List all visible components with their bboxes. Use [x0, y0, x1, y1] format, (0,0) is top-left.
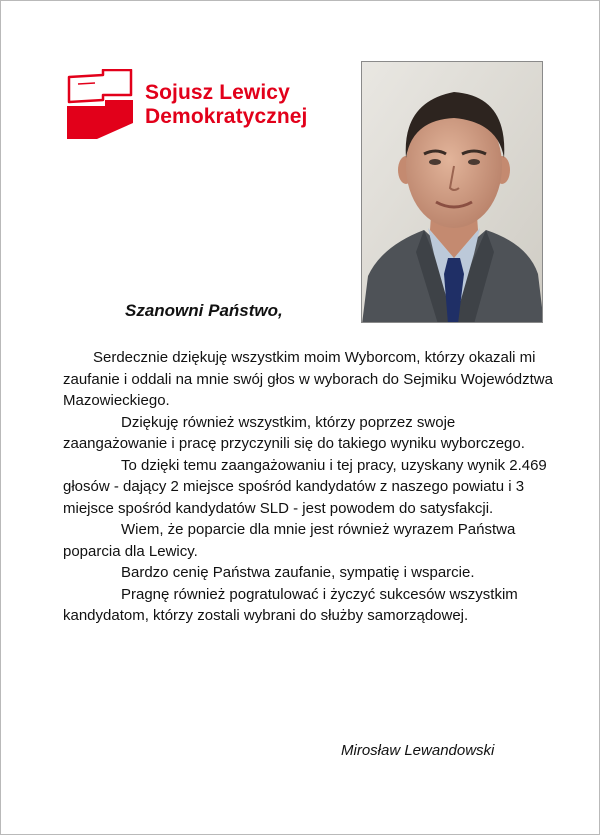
letter-body	[63, 347, 553, 627]
letter-paragraph: Wiem, że poparcie dla mnie jest również wyrazem Państwa poparcia dla Lewicy.	[63, 521, 516, 560]
letter-greeting: Szanowni Państwo,	[125, 301, 283, 320]
letter-paragraph: Dziękuję również wszystkim, którzy poprzez swoje zaangażowanie i pracę przyczynili się do takiego wyniku wyborczego.	[63, 413, 525, 452]
party-name-line-2: Demokratycznej	[145, 105, 308, 128]
candidate-photo	[361, 61, 543, 323]
party-name-line-1: Sojusz Lewicy	[145, 81, 290, 104]
sld-logo	[65, 69, 345, 141]
signature: Mirosław Lewandowski	[341, 742, 495, 759]
sld-flag-logo-icon	[65, 69, 135, 139]
portrait-photo-icon	[362, 62, 543, 323]
party-name	[145, 81, 307, 129]
letter-paragraph: Pragnę również pogratulować i życzyć sukcesów wszystkim kandydatom, którzy zostali wybrani do służby samorządowej.	[63, 585, 518, 624]
letter-paragraph: To dzięki temu zaangażowaniu i tej pracy, uzyskany wynik 2.469 głosów - dający 2 miejsce spośród kandydatów z naszego powiatu i 3 miejsce spośród kandydatów SLD - jest powodem do satysfakcji.	[63, 456, 547, 517]
letter-paragraph: Serdecznie dziękuję wszystkim moim Wyborcom, którzy okazali mi zaufanie i oddali na mnie swój głos w wyborach do Sejmiku Województwa Mazowieckiego.	[63, 349, 553, 409]
letter-paragraph: Bardzo cenię Państwa zaufanie, sympatię i wsparcie.	[121, 564, 475, 581]
